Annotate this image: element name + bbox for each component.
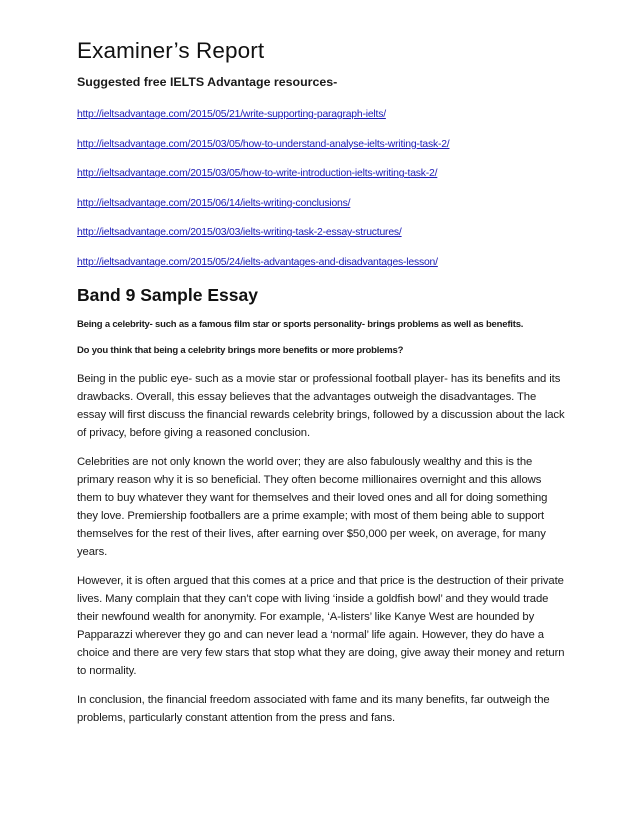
essay-heading: Band 9 Sample Essay: [77, 284, 258, 305]
essay-paragraph-body-2: However, it is often argued that this comes at a price and that price is the destruction of their private lives. Many complain that they can’t cope with living ‘inside a goldfish bowl’ and they would trade their newfound wealth for anonymity. For example, ‘A-listers’ like Kanye West are hounded by Papparazzi wherever they go and can never lead a ‘normal’ life again. However, they do have a choice and there are very few stars that stop what they are doing, give away their money and return to normality.: [77, 574, 565, 677]
essay-paragraph-introduction: Being in the public eye- such as a movie star or professional football player- has its benefits and its drawbacks. Overall, this essay believes that the advantages outweigh the disadvantages. The essay will first discuss the financial rewards celebrity brings, followed by a discussion about the lack of privacy, before giving a reasoned conclusion.: [77, 372, 565, 439]
resource-link-understand-analyse[interactable]: http://ieltsadvantage.com/2015/03/05/how-to-understand-analyse-ielts-writing-task-2/: [77, 138, 450, 150]
essay-prompt-statement: Being a celebrity- such as a famous film star or sports personality- brings problems as well as benefits.: [77, 318, 524, 330]
resource-link-item: [77, 254, 567, 270]
resources-heading: Suggested free IELTS Advantage resources-: [77, 75, 338, 89]
resource-link-supporting-paragraph[interactable]: http://ieltsadvantage.com/2015/05/21/write-supporting-paragraph-ielts/: [77, 109, 386, 120]
page-title: Examiner’s Report: [77, 38, 265, 63]
resource-link-item: [77, 106, 567, 122]
resource-link-item: [77, 224, 567, 240]
document-page: [77, 36, 567, 738]
resource-link-advantages-disadvantages[interactable]: http://ieltsadvantage.com/2015/05/24/ielts-advantages-and-disadvantages-lesson/: [77, 256, 438, 268]
resource-links-list: [77, 106, 567, 270]
resource-link-essay-structures[interactable]: http://ieltsadvantage.com/2015/03/03/ielts-writing-task-2-essay-structures/: [77, 227, 402, 239]
resource-link-item: [77, 136, 567, 152]
resource-link-writing-conclusions[interactable]: http://ieltsadvantage.com/2015/06/14/ielts-writing-conclusions/: [77, 197, 351, 209]
resource-link-item: [77, 195, 567, 211]
essay-paragraph-body-1: Celebrities are not only known the world over; they are also fabulously wealthy and this is the primary reason why it is so beneficial. They often become millionaires overnight and this allows them to buy whatever they want for themselves and their loved ones and all for doing something they love. Premiership footballers are a prime example; with most of them being able to support themselves for the rest of their lives, after earning over $50,000 per week, on average, for many years.: [77, 455, 548, 558]
resource-link-item: [77, 165, 567, 181]
resource-link-write-introduction[interactable]: http://ieltsadvantage.com/2015/03/05/how-to-write-introduction-ielts-writing-task-2/: [77, 168, 438, 180]
essay-prompt-question: Do you think that being a celebrity brings more benefits or more problems?: [77, 344, 404, 356]
essay-paragraph-conclusion: In conclusion, the financial freedom associated with fame and its many benefits, far outweigh the problems, particularly constant attention from the press and fans.: [77, 693, 550, 724]
